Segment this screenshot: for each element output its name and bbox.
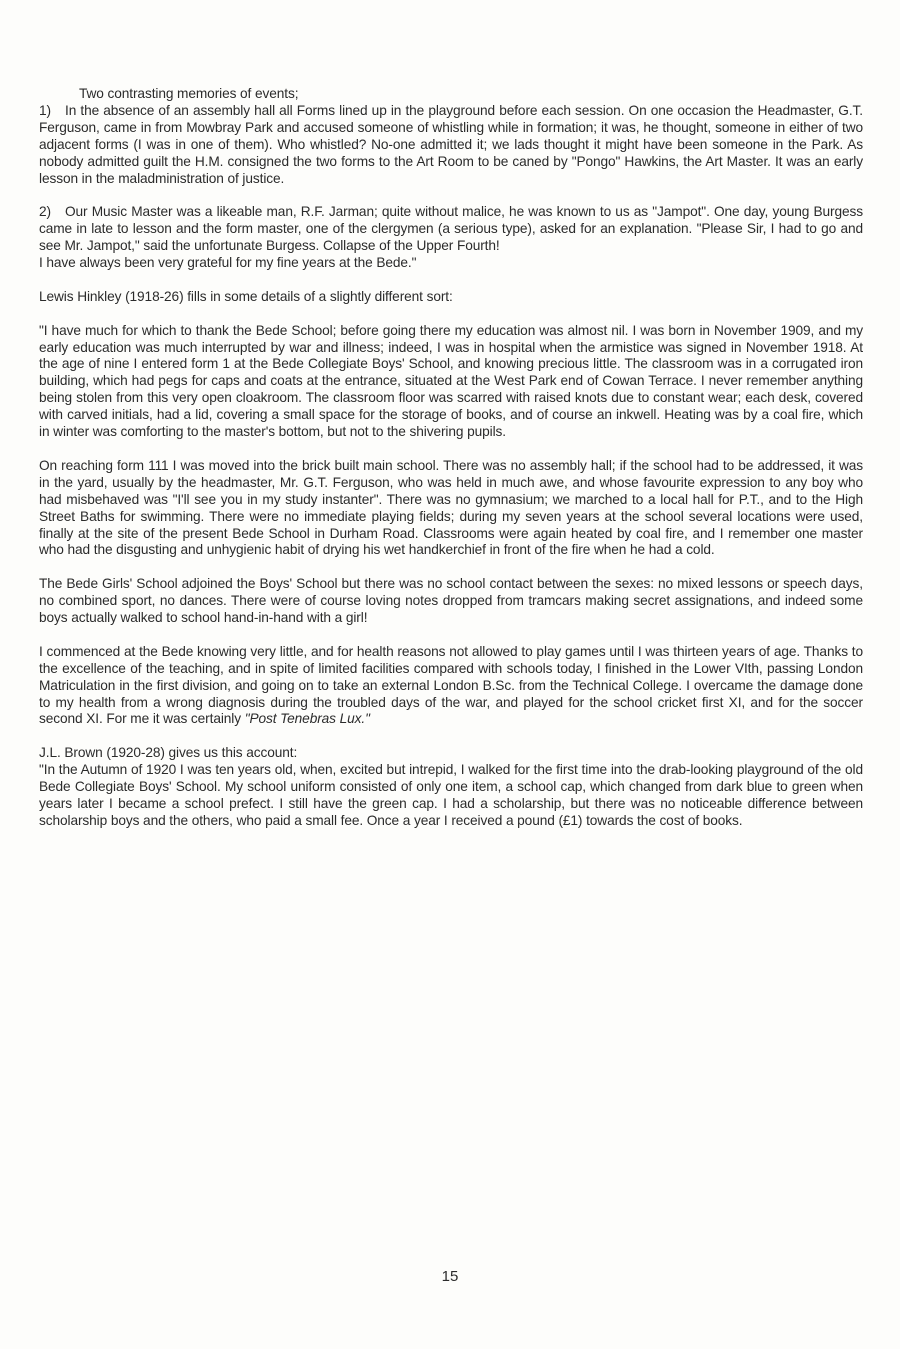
memory-1-number: 1) — [39, 102, 51, 118]
page-number: 15 — [441, 1268, 459, 1285]
hinkley-motto: "Post Tenebras Lux." — [244, 711, 370, 727]
memory-2 — [39, 204, 863, 255]
memory-1-text: In the absence of an assembly hall all Forms lined up in the playground before each session. On one occasion the Headmaster, G.T. Ferguson, came in from Mowbray Park and accused someone of whistling while in formation; it was, he thought, someone in either of two adjacent forms (I was in one of them). Who whistled? No-one admitted it; we lads thought it might have been someone in the Park. As nobody admitted guilt the H.M. consigned the two forms to the Art Room to be caned by "Pongo" Hawkins, the Art Master. It was an early lesson in the maladministration of justice. — [39, 102, 863, 186]
memory-2-closing: I have always been very grateful for my fine years at the Bede." — [39, 255, 417, 271]
hinkley-intro: Lewis Hinkley (1918-26) fills in some details of a slightly different sort: — [39, 288, 453, 304]
brown-paragraph-1: "In the Autumn of 1920 I was ten years old, when, excited but intrepid, I walked for the first time into the drab-looking playground of the old Bede Collegiate Boys' School. My school uniform consisted of only one item, a school cap, which changed from dark blue to green when years later I became a school prefect. I still have the green cap. I had a scholarship, but there was no noticeable difference between scholarship boys and the others, who paid a small fee. Once a year I received a pound (£1) towards the cost of books. — [39, 762, 863, 828]
hinkley-paragraph-4 — [39, 644, 863, 729]
brown-intro: J.L. Brown (1920-28) gives us this account: — [39, 745, 298, 761]
intro-line: Two contrasting memories of events; — [79, 86, 299, 101]
page-body — [39, 86, 863, 830]
memory-1 — [39, 103, 863, 188]
memory-2-number: 2) — [39, 204, 51, 220]
memory-2-text: Our Music Master was a likeable man, R.F. Jarman; quite without malice, he was known to us as "Jampot". One day, young Burgess came in late to lesson and the form master, one of the clergymen (a serious type), asked for an explanation. "Please Sir, I had to go and see Mr. Jampot," said the unfortunate Burgess. Collapse of the Upper Fourth! — [39, 204, 863, 254]
hinkley-paragraph-1: "I have much for which to thank the Bede School; before going there my education was almost nil. I was born in November 1909, and my early education was much interrupted by war and illness; indeed, I was in hospital when the armistice was signed in November 1918. At the age of nine I entered form 1 at the Bede Collegiate Boys' School, and knowing precious little. The classroom was in a corrugated iron building, which had pegs for caps and coats at the entrance, situated at the West Park end of Cowan Terrace. I never remember anything being stolen from this very open cloakroom. The classroom floor was scarred with raised knots due to constant wear; each desk, covered with carved initials, had a lid, covering a small space for the storage of books, and of course an inkwell. Heating was by a coal fire, which in winter was comforting to the master's bottom, but not to the shivering pupils. — [39, 322, 863, 440]
hinkley-paragraph-2: On reaching form 111 I was moved into the brick built main school. There was no assembly hall; if the school had to be addressed, it was in the yard, usually by the headmaster, Mr. G.T. Ferguson, who was held in much awe, and whose favourite expression to any boy who had misbehaved was "I'll see you in my study instanter". There was no gymnasium; we marched to a local hall for P.T., and to the High Street Baths for swimming. There were no immediate playing fields; during my seven years at the school several locations were used, finally at the site of the present Bede School in Durham Road. Classrooms were again heated by coal fire, and I remember one master who had the disgusting and unhygienic habit of drying his wet handkerchief in front of the fire when he had a cold. — [39, 457, 863, 558]
hinkley-paragraph-3: The Bede Girls' School adjoined the Boys' School but there was no school contact between the sexes: no mixed lessons or speech days, no combined sport, no dances. There were of course loving notes dropped from tramcars making secret assignations, and indeed some boys actually walked to school hand-in-hand with a girl! — [39, 576, 863, 626]
hinkley-paragraph-4-text: I commenced at the Bede knowing very little, and for health reasons not allowed to play games until I was thirteen years of age. Thanks to the excellence of the teaching, and in spite of limited facilities compared with schools today, I finished in the Lower VIth, passing London Matriculation in the first division, and going on to take an external London B.Sc. from the Technical College. I overcame the damage done to my health from a wrong diagnosis during the troubled days of the war, and played for the school cricket first XI, and for the soccer second XI. For me it was certainly — [39, 643, 863, 727]
